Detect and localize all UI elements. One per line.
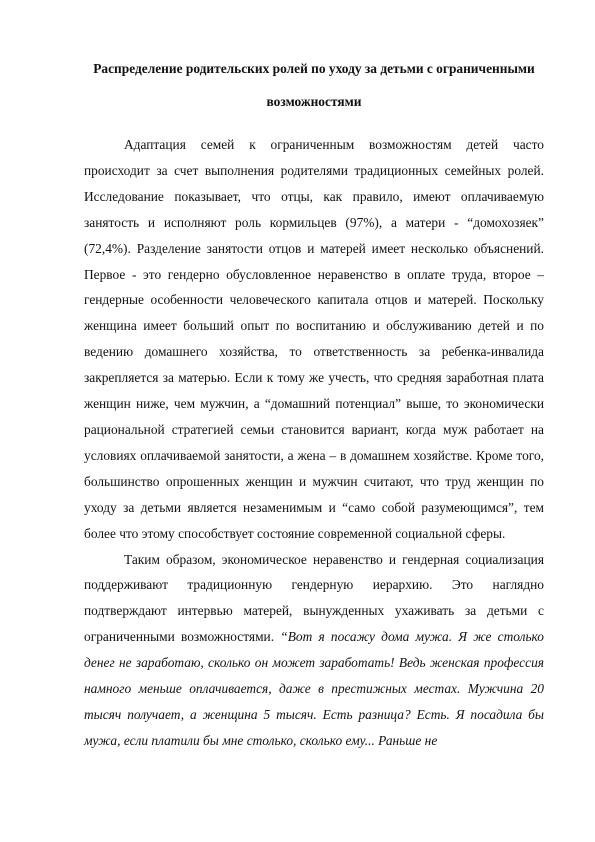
paragraph-1: Адаптация семей к ограниченным возможностям детей часто происходит за счет выполнения родителями традиционных семейных ролей. Исследование показывает, что отцы, как правило, имеют оплачиваемую занятость и исполняют роль кормильцев (97%), а матери - “домохозяек” (72,4%). Разделение занятости отцов и матерей имеет несколько объяснений. Первое - это гендерно обусловленное неравенство в оплате труда, второе – гендерные особенности человеческого капитала отцов и матерей. Поскольку женщина имеет больший опыт по воспитанию и обслуживанию детей и по ведению домашнего хозяйства, то ответственность за ребенка-инвалида закрепляется за матерью. Если к тому же учесть, что средняя заработная плата женщин ниже, чем мужчин, а “домашний потенциал” выше, то экономически рациональной стратегией семьи становится вариант, когда муж работает на условиях оплачиваемой занятости, а жена – в домашнем хозяйстве. Кроме того, большинство опрошенных женщин и мужчин считают, что труд женщин по уходу за детьми является незаменимым и “само собой разумеющимся”, тем более что этому способствует состояние современной социальной сферы. bbox=[84, 137, 544, 541]
document-title: Распределение родительских ролей по уходу за детьми с ограниченными возможностями bbox=[93, 61, 535, 109]
paragraph-2-lead: Таким образом, экономическое неравенство и гендерная социализация поддерживают традиционную гендерную иерархию. Это наглядно подтверждают интервью матерей, вынужденных ухаживать за детьми с ограниченными возможностями. bbox=[84, 551, 544, 645]
interview-quote: “Вот я посажу дома мужа. Я же столько денег не заработаю, сколько он может заработать! Ведь женская профессия намного меньше оплачивается, даже в престижных местах. Мужчина 20 тысяч получает, а женщина 5 тысяч. Есть разница? Есть. Я посадила бы мужа, если платили бы мне столько, сколько ему... Раньше не bbox=[84, 629, 545, 748]
paragraph-2 bbox=[84, 547, 544, 754]
document-body bbox=[84, 132, 544, 754]
